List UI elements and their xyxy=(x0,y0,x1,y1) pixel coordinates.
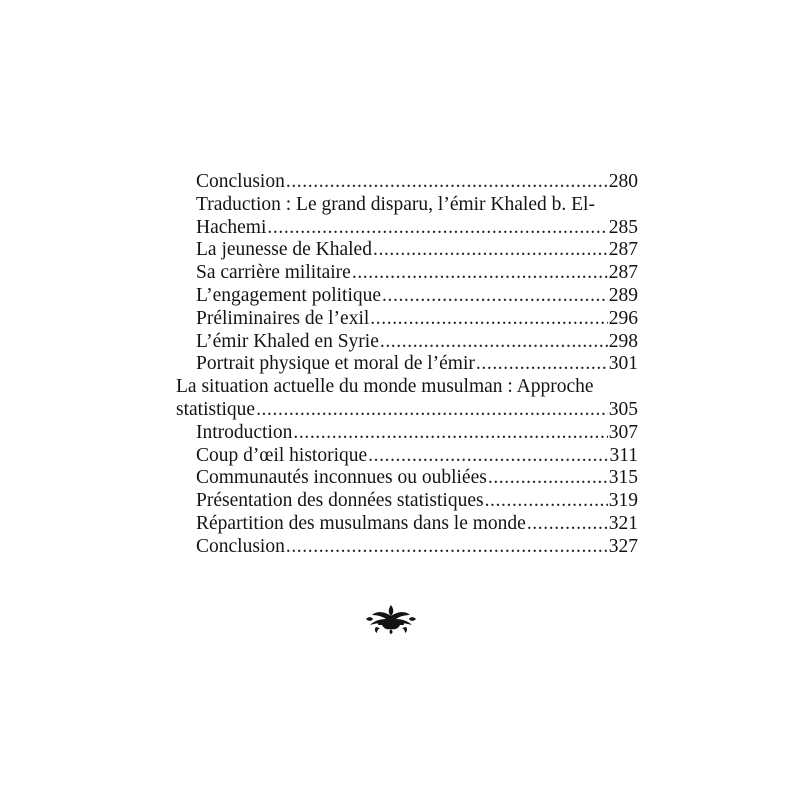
dot-leader xyxy=(380,331,608,354)
toc-page-number: 311 xyxy=(609,444,638,466)
toc-page-number: 287 xyxy=(608,262,638,284)
toc-entry-title: L’émir Khaled en Syrie xyxy=(196,330,379,352)
dot-leader xyxy=(352,262,608,285)
table-of-contents xyxy=(176,171,638,559)
toc-entry[interactable] xyxy=(176,399,638,422)
toc-page-number: 305 xyxy=(608,398,638,420)
toc-page-number: 280 xyxy=(608,171,638,192)
toc-entry[interactable] xyxy=(176,171,638,194)
dot-leader xyxy=(293,422,607,445)
dot-leader xyxy=(370,308,607,331)
toc-entry[interactable] xyxy=(176,217,638,240)
toc-entry-title: Présentation des données statistiques xyxy=(196,490,484,512)
toc-page-number: 327 xyxy=(608,535,638,557)
dot-leader xyxy=(373,239,608,262)
toc-entry-title: Sa carrière militaire xyxy=(196,262,351,284)
toc-entry[interactable] xyxy=(176,239,638,262)
toc-page-number: 301 xyxy=(608,353,638,375)
dot-leader xyxy=(527,513,608,536)
dot-leader xyxy=(368,445,608,468)
toc-entry-title-line: La situation actuelle du monde musulman : Approche xyxy=(176,376,594,398)
dot-leader xyxy=(267,217,607,240)
dot-leader xyxy=(485,490,608,513)
toc-entry[interactable] xyxy=(176,353,638,376)
dot-leader xyxy=(286,171,608,194)
toc-page-number: 289 xyxy=(608,284,638,306)
fleuron-ornament-icon xyxy=(364,603,418,635)
toc-page-number: 285 xyxy=(608,216,638,238)
toc-entry-title: Communautés inconnues ou oubliées xyxy=(196,467,487,489)
toc-entry[interactable] xyxy=(176,285,638,308)
toc-entry-title: statistique xyxy=(176,398,256,420)
dot-leader xyxy=(286,536,608,559)
dot-leader xyxy=(382,285,608,308)
toc-page-number: 319 xyxy=(608,490,638,512)
toc-entry-title: Conclusion xyxy=(196,171,285,192)
toc-entry-title: Introduction xyxy=(196,421,293,443)
toc-entry-title: L’engagement politique xyxy=(196,284,382,306)
dot-leader xyxy=(256,399,608,422)
toc-entry[interactable] xyxy=(176,422,638,445)
toc-entry[interactable] xyxy=(176,513,638,536)
toc-page-number: 321 xyxy=(608,512,638,534)
toc-entry[interactable] xyxy=(176,467,638,490)
toc-entry[interactable] xyxy=(176,262,638,285)
toc-entry-title: La jeunesse de Khaled xyxy=(196,239,372,261)
toc-entry[interactable] xyxy=(176,490,638,513)
toc-page-number: 287 xyxy=(608,239,638,261)
toc-entry-title: Conclusion xyxy=(196,535,285,557)
dot-leader xyxy=(488,467,608,490)
toc-page-number: 307 xyxy=(608,421,638,443)
toc-entry-title: Portrait physique et moral de l’émir xyxy=(196,353,475,375)
toc-entry-title: Répartition des musulmans dans le monde xyxy=(196,512,526,534)
toc-entry-title: Hachemi xyxy=(196,216,267,238)
toc-entry[interactable] xyxy=(176,308,638,331)
toc-entry[interactable] xyxy=(176,331,638,354)
toc-entry-title: Coup d’œil historique xyxy=(196,444,368,466)
toc-page-number: 315 xyxy=(608,467,638,489)
dot-leader xyxy=(476,353,608,376)
toc-entry-title: Préliminaires de l’exil xyxy=(196,307,370,329)
toc-page-number: 296 xyxy=(608,307,638,329)
toc-page-number: 298 xyxy=(608,330,638,352)
toc-entry[interactable] xyxy=(176,445,638,468)
toc-entry[interactable] xyxy=(176,536,638,559)
toc-entry-title-line: Traduction : Le grand disparu, l’émir Khaled b. El- xyxy=(196,193,595,215)
